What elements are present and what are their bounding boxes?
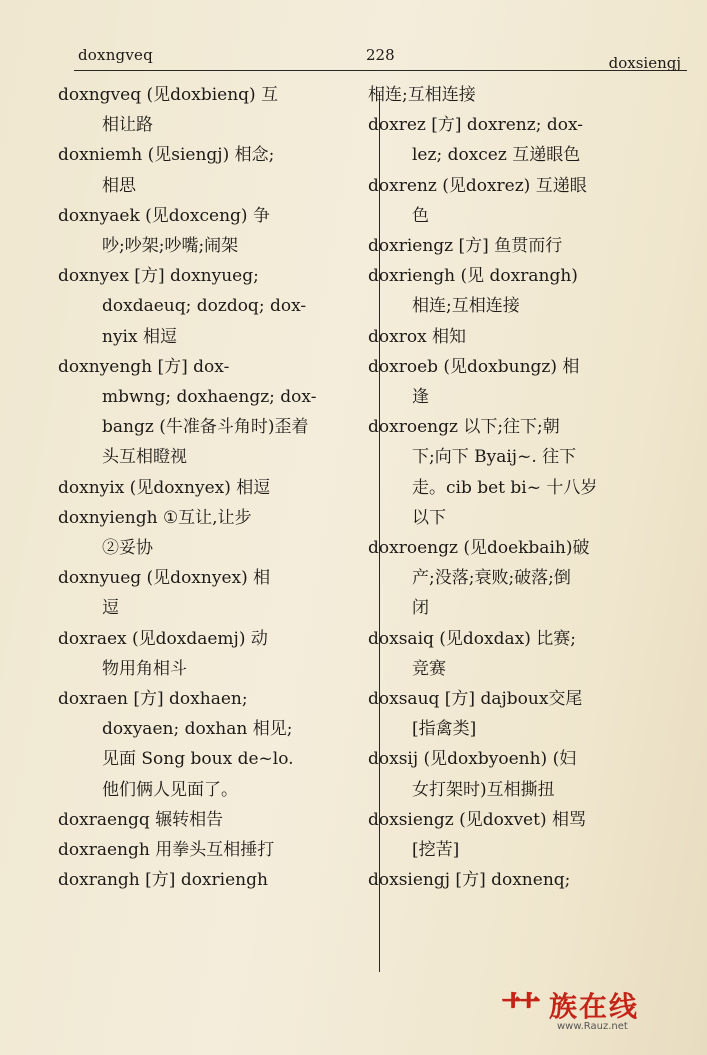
dictionary-entry: doxsiengj [方] doxnenq;: [368, 870, 571, 891]
dictionary-entry: 相连;互相连接: [368, 85, 476, 105]
entry-continuation: [指禽类]: [412, 719, 477, 740]
dictionary-entry: doxnyix (见doxnyex) 相逗: [58, 477, 271, 498]
entry-continuation: 相让路: [102, 115, 153, 136]
entry-continuation: 逢: [412, 387, 429, 408]
dictionary-entry: doxniemh (见siengj) 相念;: [58, 145, 275, 166]
entry-continuation: 女打架时)互相撕扭: [412, 779, 555, 800]
dictionary-entry: doxrangh [方] doxriengh: [58, 870, 268, 891]
entry-continuation: 他们俩人见面了。: [102, 779, 238, 800]
entry-continuation: [挖苦]: [412, 840, 460, 861]
left-column: [58, 80, 376, 895]
entry-continuation: mbwng; doxhaengz; dox-: [102, 387, 317, 408]
dictionary-entry: doxnyueg (见doxnyex) 相: [58, 568, 271, 589]
entry-continuation: 相思: [102, 175, 136, 196]
page-number: 228: [366, 46, 395, 64]
dictionary-entry: doxriengz [方] 鱼贯而行: [368, 236, 563, 257]
dictionary-entry: doxraengq 辗转相告: [58, 809, 224, 830]
dictionary-entry: doxraex (见doxdaemj) 动: [58, 628, 268, 649]
entry-continuation: ②妥协: [102, 538, 153, 559]
dictionary-entry: doxsaiq (见doxdax) 比赛;: [368, 628, 576, 649]
entry-continuation: 物用角相斗: [102, 658, 187, 679]
dictionary-entry: doxngveq (见doxbienq) 互: [58, 85, 279, 105]
entry-continuation: bangz (牛准备斗角时)歪着: [102, 417, 309, 438]
entry-continuation: 见面 Song boux de~lo.: [102, 749, 294, 770]
entry-continuation: nyix 相逗: [102, 326, 177, 347]
watermark-text: 族在线: [549, 990, 640, 1023]
dictionary-entry: doxroengz (见doekbaih)破: [368, 538, 590, 559]
watermark-url: www.Rauz.net: [557, 1021, 628, 1032]
entry-continuation: 竞赛: [412, 658, 446, 679]
dictionary-entry: doxraen [方] doxhaen;: [58, 689, 248, 710]
header-guide-word-right: doxsiengj: [608, 54, 681, 72]
right-column: [368, 80, 688, 895]
dictionary-entry: doxnyiengh ①互让,让步: [58, 507, 252, 528]
watermark-logo-icon: ⺿: [501, 990, 541, 1036]
dictionary-entry: doxnyex [方] doxnyueg;: [58, 266, 259, 287]
page-header: [78, 36, 681, 72]
header-guide-word-left: doxngveq: [78, 46, 153, 64]
entry-continuation: 以下: [412, 507, 446, 528]
entry-continuation: doxdaeuq; dozdoq; dox-: [102, 296, 307, 317]
entry-continuation: 下;向下 Byaij~. 往下: [412, 447, 577, 468]
dictionary-entry: doxrez [方] doxrenz; dox-: [368, 115, 583, 136]
dictionary-entry: doxrenz (见doxrez) 互递眼: [368, 175, 587, 196]
entry-continuation: 逗: [102, 598, 119, 619]
entry-continuation: 闭: [412, 598, 429, 619]
dictionary-entry: doxraengh 用拳头互相捶打: [58, 840, 275, 861]
site-watermark: [501, 981, 691, 1039]
dictionary-entry: doxsiengz (见doxvet) 相骂: [368, 809, 586, 830]
entry-continuation: 吵;吵架;吵嘴;闹架: [102, 236, 239, 257]
dictionary-entry: doxroeb (见doxbungz) 相: [368, 356, 580, 377]
dictionary-entry: doxrox 相知: [368, 326, 467, 347]
entry-continuation: 走。cib bet bi~ 十八岁: [412, 477, 598, 498]
entry-continuation: 色: [412, 205, 429, 226]
entry-continuation: lez; doxcez 互递眼色: [412, 145, 581, 166]
dictionary-entry: doxnyengh [方] dox-: [58, 356, 230, 377]
dictionary-entry: doxnyaek (见doxceng) 争: [58, 205, 270, 226]
dictionary-entry: doxsij (见doxbyoenh) (妇: [368, 749, 577, 770]
dictionary-entry: doxsauq [方] dajboux交尾: [368, 689, 583, 710]
dictionary-entry: doxriengh (见 doxrangh): [368, 266, 578, 287]
entry-continuation: 相连;互相连接: [412, 296, 520, 317]
entry-continuation: doxyaen; doxhan 相见;: [102, 719, 293, 740]
entry-continuation: 头互相瞪视: [102, 447, 187, 468]
dictionary-entry: doxroengz 以下;往下;朝: [368, 417, 560, 438]
header-rule: [74, 70, 687, 71]
entry-continuation: 产;没落;衰败;破落;倒: [412, 568, 571, 589]
